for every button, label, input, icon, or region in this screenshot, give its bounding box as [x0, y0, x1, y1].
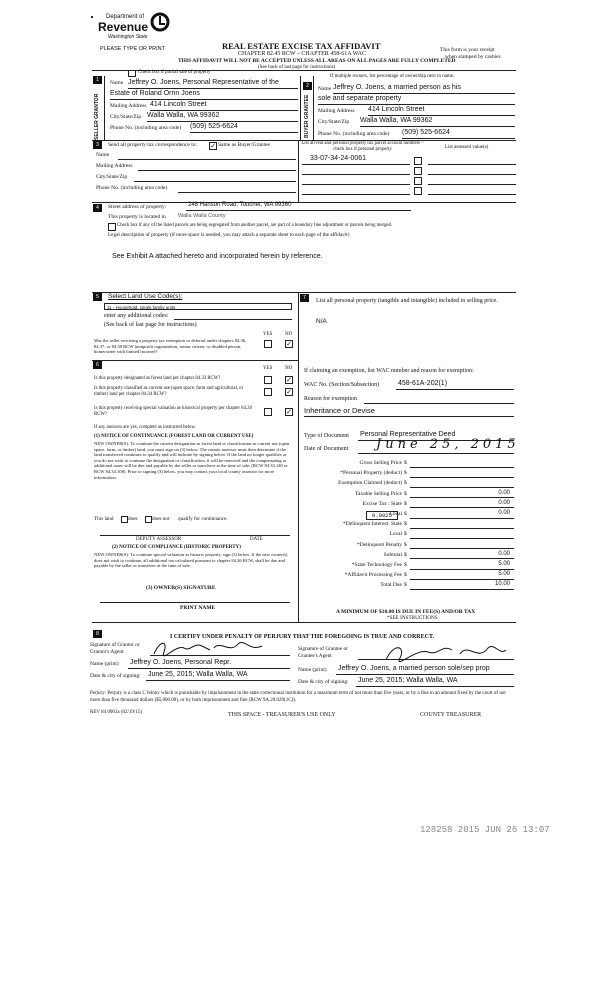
tax-row-currency: $ — [404, 460, 407, 466]
tax-row-label: *Personal Property (deduct) — [340, 470, 402, 477]
tax-row-currency: $ — [404, 490, 407, 497]
s6-yes: YES — [263, 366, 273, 371]
personal-property-value[interactable]: N/A — [316, 318, 327, 325]
seller-city-value[interactable]: Walla Walla, WA 99362 — [147, 112, 220, 119]
treasurer-space: THIS SPACE - TREASURER'S USE ONLY — [228, 712, 336, 718]
tax-row-underline — [410, 548, 514, 549]
send-correspondence-label: Send all property tax correspondence to: — [108, 142, 198, 148]
deputy-assessor-label: DEPUTY ASSESSOR — [136, 537, 182, 542]
tax-row-label: *State Technology Fee — [351, 562, 402, 568]
dept-state: Washington State — [108, 34, 148, 40]
tax-row-value[interactable]: 0.00 — [498, 499, 510, 506]
current-use-question: Is this property classified as current use (open space, farm and agricultural, or timber) land per chapter 84.34 RCW? — [94, 386, 244, 397]
additional-codes-label: enter any additional codes: — [104, 313, 169, 319]
seller-name-line1[interactable]: Jeffrey O. Joens, Personal Representative of the — [128, 79, 279, 86]
tax-row-currency: $ — [404, 511, 407, 517]
doc-date-label: Date of Document — [304, 446, 349, 452]
section-8-number: 8 — [93, 630, 102, 638]
tax-row-label: Subtotal — [383, 551, 402, 558]
seller-mailing-value[interactable]: 414 Lincoln Street — [150, 101, 207, 108]
tax-row-underline — [410, 569, 514, 570]
grantee-sig-label: Signature of Grantee or Grantee's Agent — [298, 646, 348, 659]
receipt-line1: This form is your receipt — [440, 47, 495, 53]
buyer-mailing-value[interactable]: 414 Lincoln Street — [368, 106, 425, 113]
receipt-line2: when stamped by cashier. — [445, 54, 502, 60]
parcel-1-checkbox[interactable] — [414, 157, 422, 165]
tax-row-label: Total Due — [380, 582, 402, 589]
buyer-mailing-label: Mailing Address — [318, 108, 355, 114]
q3-no-checkbox[interactable]: ✓ — [286, 408, 292, 416]
tax-row-underline — [410, 497, 514, 498]
continuance-body: NEW OWNER(S): To continue the current designation as forest land or classification as current use (open space, farm, or timber) land, you must sign on (3) below. The county assessor must then determine if the land transferred continues to qualify and will indicate by signing below. If the land no longer qualifies or you do not wish to continue the designation or classification, it will be removed and the compensating or additional taxes will be due and payable by the seller or transferor at the time of sale. (RCW 84.33.140 or RCW 84.34.108). Prior to signing (3) below, you may contact your local county assessor for more information. — [94, 441, 290, 480]
forest-land-question: Is this property designated as forest land per chapter 84.33 RCW? — [94, 376, 221, 381]
grantor-name-label: Name (print) — [90, 661, 119, 667]
s5-no-checkbox[interactable]: ✓ — [286, 340, 292, 348]
tax-row-underline — [410, 579, 514, 580]
section-4-number: 4 — [93, 204, 102, 212]
seller-name-line2[interactable]: Estate of Roland Orrin Joens — [110, 90, 200, 97]
s6-no: NO — [285, 366, 293, 371]
tax-row-label: Local — [389, 531, 402, 538]
buyer-name-line2[interactable]: sole and separate property — [318, 95, 402, 102]
grantee-name-value[interactable]: Jeffrey O. Joens, a married person sole/sep prop — [338, 665, 490, 672]
tax-row-currency: $ — [404, 551, 407, 558]
same-as-buyer-label: Same as Buyer/Grantee — [218, 142, 270, 148]
section-1-number: 1 — [93, 76, 102, 84]
tax-row-currency: $ — [404, 572, 407, 579]
s5-no: NO — [285, 332, 293, 337]
seller-city-label: City/State/Zip — [110, 114, 142, 120]
wac-value[interactable]: 458-61A-202(1) — [398, 380, 448, 387]
does-label: does — [128, 516, 138, 522]
this-land-label: This land — [94, 516, 114, 522]
tax-row-label: *Delinquent Interest: State — [343, 521, 402, 528]
perjury-statement: Perjury: Perjury is a class C felony which is punishable by imprisonment in the state correctional institution for a maximum term of not more than five years, or by a fine in an amount fixed by the court of not more than five thousand dollars ($5,000.00), or by both imprisonment and fine (RCW 9A.20.020(1C)). — [90, 691, 506, 703]
seller-mailing-label: Mailing Address — [110, 103, 147, 109]
grantor-date-label: Date & city of signing: — [90, 673, 141, 679]
tax-row-value[interactable]: 0.00 — [498, 489, 510, 496]
exhibit-reference: See Exhibit A attached hereto and incorporated herein by reference. — [112, 253, 323, 260]
dept-name: Revenue — [98, 20, 149, 34]
section-5-number: 5 — [93, 293, 102, 301]
corr-phone-label: Phone No. (including area code) — [96, 185, 168, 191]
s5-yes: YES — [263, 332, 273, 337]
compliance-body: NEW OWNER(S): To continue special valuation as historic property, sign (3) below. If the new owner(s) does not wish to continue, all additional tax calculated pursuant to chapter 84.26 RCW, shall be due and payable by the seller or transferor at the time of sale. — [94, 552, 288, 569]
print-name-label: PRINT NAME — [180, 605, 216, 611]
type-or-print: PLEASE TYPE OR PRINT — [100, 46, 166, 52]
q1-no-checkbox[interactable]: ✓ — [286, 376, 292, 384]
tax-row-label: Taxable Selling Price — [355, 490, 402, 497]
tax-row-value[interactable]: 5.00 — [498, 571, 510, 578]
reason-label: Reason for exemption — [304, 396, 357, 402]
revenue-logo-icon — [150, 12, 170, 32]
corr-city-label: City/State/Zip — [96, 174, 128, 180]
tax-row-currency: $ — [404, 562, 407, 568]
doc-type-label: Type of Document — [304, 433, 349, 439]
tax-row-currency: $ — [404, 480, 407, 487]
deputy-date-label: DATE — [250, 537, 263, 542]
grantee-date-label: Date & city of signing: — [298, 679, 349, 685]
q2-yes-checkbox[interactable] — [264, 388, 272, 396]
doc-type-value[interactable]: Personal Representative Deed — [360, 431, 456, 438]
tax-row-underline — [410, 487, 514, 488]
grantor-name-value[interactable]: Jeffrey O. Joens, Personal Repr. — [130, 659, 232, 666]
local-rate-value: 0.0025 — [372, 512, 392, 519]
grantor-date-value[interactable]: June 25, 2015; Walla Walla, WA — [148, 671, 248, 678]
does-not-checkbox[interactable] — [145, 516, 152, 523]
tax-row-currency: $ — [404, 521, 407, 528]
q3-yes-checkbox[interactable] — [264, 408, 272, 416]
dept-logo — [98, 12, 178, 42]
q2-no-checkbox[interactable]: ✓ — [286, 388, 292, 396]
located-label: This property is located in — [108, 214, 166, 220]
partial-sale-checkbox[interactable] — [128, 70, 136, 77]
tax-row-currency: $ — [404, 582, 407, 589]
land-use-value: 11 - Household, single family units — [107, 305, 176, 310]
tax-row-label: *Affidavit Processing Fee — [344, 572, 402, 579]
grantee-signature-icon — [380, 640, 510, 666]
tax-row-label: Local — [389, 511, 402, 517]
tax-row-underline — [410, 477, 514, 478]
tax-row-label: Excise Tax : State — [362, 500, 402, 507]
q1-yes-checkbox[interactable] — [264, 376, 272, 384]
form-chapter: CHAPTER 82.45 RCW – CHAPTER 458-61A WAC — [238, 51, 366, 57]
tax-row-underline — [410, 518, 514, 519]
buyer-phone-label: Phone No. (including area code) — [318, 131, 390, 137]
s5-yes-checkbox[interactable] — [264, 340, 272, 348]
see-instructions: *SEE INSTRUCTIONS — [387, 615, 438, 621]
exemption-question: Was the seller receiving a property tax exemption or deferral under chapters 84.36, 84.37, or 84.38 RCW (nonprofit organization, senior citizen, or disabled person, homeowner with limited income)? — [94, 338, 247, 354]
compliance-title: (2) NOTICE OF COMPLIANCE (HISTORIC PROPERTY) — [112, 545, 241, 550]
street-value[interactable]: 248 Hanson Road, Touchet, WA 99360 — [188, 202, 292, 208]
grantor-sig-label: Signature of Grantor or Grantor's Agent — [90, 642, 140, 655]
tax-row-value[interactable]: 5.00 — [498, 561, 510, 567]
buyer-city-value[interactable]: Walla Walla, WA 99362 — [360, 117, 433, 124]
tax-row-value[interactable]: 10.00 — [494, 581, 510, 588]
form-title: REAL ESTATE EXCISE TAX AFFIDAVIT — [222, 41, 381, 51]
personal-property-label: List all personal property (tangible and intangible) included in selling price. — [316, 298, 498, 304]
tax-row-currency: $ — [404, 541, 407, 548]
doc-date-value[interactable]: June 25, 2015 — [376, 437, 520, 452]
county-treasurer: COUNTY TREASURER — [420, 712, 482, 718]
wac-label: WAC No. (Section/Subsection) — [304, 382, 380, 388]
parcel-4-checkbox[interactable] — [414, 187, 422, 195]
tax-row-currency: $ — [404, 500, 407, 507]
tax-row-underline — [410, 558, 514, 559]
tax-row-label: *Delinquent Penalty — [356, 541, 402, 548]
recording-stamp: 128258 2015 JUN 26 13:07 — [420, 825, 550, 835]
owner-signature-label: (3) OWNER(S) SIGNATURE — [146, 585, 216, 591]
legal-desc-label: Legal description of property (if more space is needed, you may attach a separate sheet to each page of the affidavit) — [108, 232, 350, 238]
form-revision: REV 84 0001a (02/19/15) — [90, 710, 142, 715]
buyer-grantee-label: BUYER GRANTEE — [304, 94, 310, 138]
tax-row-label: Exemption Claimed (deduct) — [338, 480, 402, 487]
dept-line1: Department of — [106, 14, 145, 20]
parcel-2-checkbox[interactable] — [414, 167, 422, 175]
tax-row-value[interactable]: 0.00 — [498, 550, 510, 557]
if-any-yes: If any answers are yes, complete as instructed below. — [94, 425, 196, 430]
does-checkbox[interactable] — [121, 516, 128, 523]
reason-value[interactable]: Inheritance or Devise — [304, 406, 375, 415]
section-7-number: 7 — [300, 294, 309, 302]
local-rate-box[interactable] — [366, 511, 398, 520]
seller-name-label: Name — [110, 80, 124, 86]
tax-row-underline — [410, 528, 514, 529]
land-use-label: Select Land Use Code(s): — [108, 293, 183, 300]
parcel-header: List all real and personal property tax parcel account numbers – check box if personal property — [301, 141, 424, 152]
tax-row-currency: $ — [404, 470, 407, 477]
parcel-3-checkbox[interactable] — [414, 177, 422, 185]
seller-phone-value[interactable]: (509) 525-6624 — [190, 123, 238, 130]
section-6-number: 6 — [93, 361, 102, 369]
grantor-signature-icon — [150, 638, 280, 658]
same-as-buyer-checkbox[interactable]: ✓ — [210, 142, 216, 150]
buyer-phone-value[interactable]: (509) 525-6624 — [402, 129, 450, 136]
buyer-name-label: Name — [318, 86, 332, 92]
certify-statement: I CERTIFY UNDER PENALTY OF PERJURY THAT THE FOREGOING IS TRUE AND CORRECT. — [170, 634, 435, 640]
section-2-number: 2 — [303, 82, 312, 90]
exemption-intro: If claiming an exemption, list WAC number and reason for exemption: — [304, 368, 474, 374]
land-use-select[interactable] — [104, 303, 292, 310]
partial-sale-label: Check box if partial sale of property — [138, 70, 211, 75]
tax-row-value[interactable]: 0.00 — [498, 510, 510, 516]
tax-row-underline — [410, 589, 514, 590]
historic-question: Is this property receiving special valuation as historical property per chapter 84.26 RCW? — [94, 406, 252, 417]
form-warning: THIS AFFIDAVIT WILL NOT BE ACCEPTED UNLESS ALL AREAS ON ALL PAGES ARE FULLY COMPLETED — [178, 58, 456, 64]
assessed-header: List assessed value(s) — [445, 145, 489, 150]
located-value[interactable]: Walla Walla County — [178, 213, 226, 219]
section-3-number: 3 — [93, 141, 102, 149]
buyer-city-label: City/State/Zip — [318, 119, 350, 125]
tax-row-currency: $ — [404, 531, 407, 538]
seller-grantor-label: SELLER GRANTOR — [94, 93, 100, 140]
multiple-owners-note: If multiple owners, list percentage of ownership next to name. — [330, 74, 455, 79]
grantee-date-value[interactable]: June 25, 2015; Walla Walla, WA — [358, 677, 458, 684]
grantee-name-label: Name (print) — [298, 667, 327, 673]
corr-mailing-label: Mailing Address — [96, 163, 133, 169]
street-label: Street address of property: — [108, 204, 167, 210]
segregated-label: Check box if any of the listed parcels are being segregated from another parcel, are part of a boundary line adjustment or parcels being merged. — [117, 223, 393, 228]
tax-row-underline — [410, 507, 514, 508]
qualify-label: qualify for continuance. — [178, 516, 228, 522]
does-not-label: does not — [152, 516, 170, 522]
segregated-checkbox[interactable] — [108, 223, 116, 231]
buyer-name-line1[interactable]: Jeffrey O. Joens, a married person as his — [333, 84, 461, 91]
form-see-back: (See back of last page for instructions) — [258, 65, 336, 70]
tax-row-underline — [410, 467, 514, 468]
tax-row-label: Gross Selling Price — [359, 460, 402, 466]
seller-phone-label: Phone No. (including area code) — [110, 125, 182, 131]
land-use-see-back: (See back of last page for instructions) — [104, 322, 197, 328]
continuance-title: (1) NOTICE OF CONTINUANCE (FOREST LAND OR CURRENT USE) — [94, 434, 254, 439]
tax-row-underline — [410, 538, 514, 539]
corr-name-label: Name — [96, 152, 110, 158]
parcel-number-1[interactable]: 33-07-34-24-0061 — [310, 155, 367, 162]
minimum-notice: A MINIMUM OF $10.00 IS DUE IN FEE(S) AND/OR TAX — [336, 609, 476, 615]
